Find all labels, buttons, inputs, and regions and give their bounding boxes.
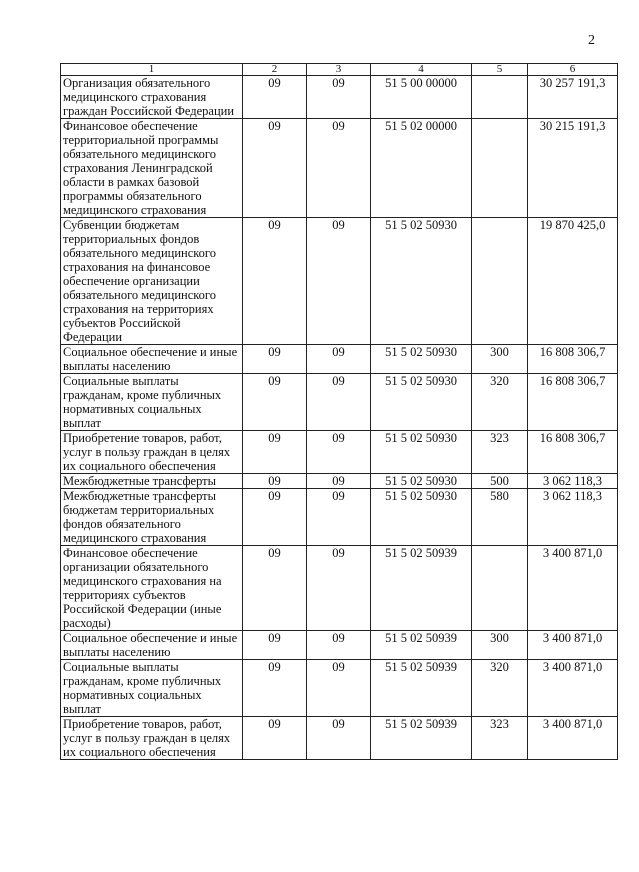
row-expense-type [472, 546, 528, 631]
row-subsection: 09 [307, 631, 371, 660]
row-name: Приобретение товаров, работ, услуг в пользу граждан в целях их социального обеспечения [61, 431, 243, 474]
table-row [61, 374, 618, 431]
row-target-code: 51 5 02 50930 [371, 474, 472, 489]
row-section: 09 [243, 76, 307, 119]
row-subsection: 09 [307, 374, 371, 431]
table-row [61, 717, 618, 760]
header-col-6: 6 [528, 64, 618, 76]
row-subsection: 09 [307, 474, 371, 489]
row-amount: 16 808 306,7 [528, 374, 618, 431]
table-row [61, 546, 618, 631]
row-expense-type: 320 [472, 660, 528, 717]
row-target-code: 51 5 02 50939 [371, 660, 472, 717]
table-row [61, 431, 618, 474]
table-row [61, 119, 618, 218]
row-subsection: 09 [307, 660, 371, 717]
row-name: Финансовое обеспечение организации обязательного медицинского страхования на территориях субъектов Российской Федерации (иные расходы) [61, 546, 243, 631]
row-name: Субвенции бюджетам территориальных фондов обязательного медицинского страхования на финансовое обеспечение организации обязательного медицинского страхования на территориях субъектов Российской Федерации [61, 218, 243, 345]
row-section: 09 [243, 345, 307, 374]
row-section: 09 [243, 717, 307, 760]
header-col-2: 2 [243, 64, 307, 76]
page-number: 2 [588, 33, 595, 48]
row-expense-type [472, 218, 528, 345]
row-amount: 30 257 191,3 [528, 76, 618, 119]
table-row [61, 218, 618, 345]
row-expense-type: 320 [472, 374, 528, 431]
budget-table [60, 63, 618, 760]
row-expense-type: 580 [472, 489, 528, 546]
table-row [61, 76, 618, 119]
table-row [61, 489, 618, 546]
row-expense-type: 300 [472, 631, 528, 660]
row-name: Финансовое обеспечение территориальной программы обязательного медицинского страхования Ленинградской области в рамках базовой программы обязательного медицинского страхования [61, 119, 243, 218]
header-col-3: 3 [307, 64, 371, 76]
row-section: 09 [243, 489, 307, 546]
row-target-code: 51 5 02 50939 [371, 631, 472, 660]
row-subsection: 09 [307, 546, 371, 631]
table-row [61, 474, 618, 489]
row-section: 09 [243, 119, 307, 218]
table-row [61, 631, 618, 660]
row-amount: 19 870 425,0 [528, 218, 618, 345]
row-amount: 3 062 118,3 [528, 474, 618, 489]
row-subsection: 09 [307, 717, 371, 760]
row-section: 09 [243, 431, 307, 474]
row-amount: 30 215 191,3 [528, 119, 618, 218]
row-subsection: 09 [307, 218, 371, 345]
row-name: Социальные выплаты гражданам, кроме публичных нормативных социальных выплат [61, 660, 243, 717]
row-section: 09 [243, 374, 307, 431]
table-row [61, 345, 618, 374]
header-col-5: 5 [472, 64, 528, 76]
row-target-code: 51 5 00 00000 [371, 76, 472, 119]
row-section: 09 [243, 218, 307, 345]
row-target-code: 51 5 02 50939 [371, 546, 472, 631]
row-expense-type: 323 [472, 431, 528, 474]
row-section: 09 [243, 631, 307, 660]
row-amount: 3 400 871,0 [528, 660, 618, 717]
row-expense-type: 323 [472, 717, 528, 760]
row-target-code: 51 5 02 50930 [371, 374, 472, 431]
row-name: Приобретение товаров, работ, услуг в пользу граждан в целях их социального обеспечения [61, 717, 243, 760]
row-target-code: 51 5 02 50930 [371, 431, 472, 474]
table-row [61, 660, 618, 717]
row-amount: 3 400 871,0 [528, 631, 618, 660]
row-amount: 3 062 118,3 [528, 489, 618, 546]
row-expense-type [472, 119, 528, 218]
row-name: Социальное обеспечение и иные выплаты населению [61, 345, 243, 374]
row-amount: 16 808 306,7 [528, 431, 618, 474]
row-amount: 16 808 306,7 [528, 345, 618, 374]
row-subsection: 09 [307, 76, 371, 119]
header-col-1: 1 [61, 64, 243, 76]
row-expense-type [472, 76, 528, 119]
row-subsection: 09 [307, 431, 371, 474]
row-section: 09 [243, 660, 307, 717]
row-name: Социальное обеспечение и иные выплаты населению [61, 631, 243, 660]
row-target-code: 51 5 02 50930 [371, 489, 472, 546]
row-subsection: 09 [307, 489, 371, 546]
header-col-4: 4 [371, 64, 472, 76]
row-target-code: 51 5 02 50939 [371, 717, 472, 760]
row-subsection: 09 [307, 119, 371, 218]
row-section: 09 [243, 546, 307, 631]
row-name: Межбюджетные трансферты [61, 474, 243, 489]
row-amount: 3 400 871,0 [528, 546, 618, 631]
row-name: Социальные выплаты гражданам, кроме публичных нормативных социальных выплат [61, 374, 243, 431]
row-subsection: 09 [307, 345, 371, 374]
row-section: 09 [243, 474, 307, 489]
row-name: Организация обязательного медицинского страхования граждан Российской Федерации [61, 76, 243, 119]
row-target-code: 51 5 02 50930 [371, 218, 472, 345]
row-name: Межбюджетные трансферты бюджетам территориальных фондов обязательного медицинского страхования [61, 489, 243, 546]
row-target-code: 51 5 02 00000 [371, 119, 472, 218]
row-amount: 3 400 871,0 [528, 717, 618, 760]
row-expense-type: 500 [472, 474, 528, 489]
header-row [61, 64, 618, 76]
row-expense-type: 300 [472, 345, 528, 374]
row-target-code: 51 5 02 50930 [371, 345, 472, 374]
